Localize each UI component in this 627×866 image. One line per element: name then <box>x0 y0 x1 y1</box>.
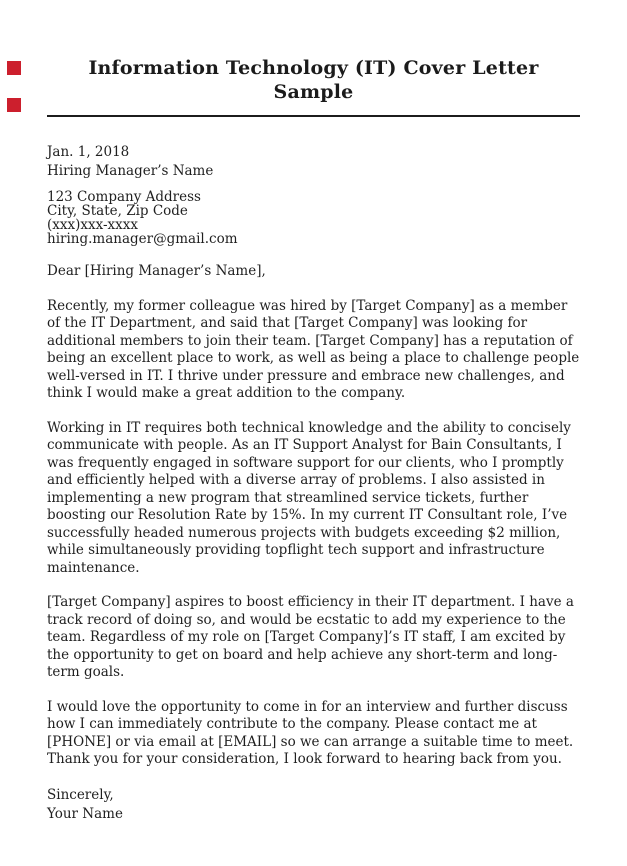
closing-block <box>47 786 580 824</box>
closing: Sincerely, <box>47 786 114 803</box>
salutation: Dear [Hiring Manager’s Name], <box>47 263 266 279</box>
document-page <box>0 56 627 866</box>
date-recipient-block <box>47 143 580 181</box>
address-line-email: hiring.manager@gmail.com <box>47 231 238 247</box>
address-line-city: City, State, Zip Code <box>47 203 188 219</box>
letter-content <box>0 56 627 824</box>
address-line-phone: (xxx)xxx-xxxx <box>47 217 138 233</box>
red-square-icon <box>7 98 21 112</box>
address-line-street: 123 Company Address <box>47 189 201 205</box>
page-title: Information Technology (IT) Cover Letter Sample <box>88 57 539 103</box>
paragraph-2: Working in IT requires both technical knowledge and the ability to concisely communicate with people. As an IT Support Analyst for Bain Consultants, I was frequently engaged in software support for our clients, who I promptly and efficiently helped with a diverse array of problems. I also assisted in implementing a new program that streamlined service tickets, further boosting our Resolution Rate by 15%. In my current IT Consultant role, I’ve successfully headed numerous projects with budgets exceeding $2 million, while simultaneously providing topflight tech support and infrastructure maintenance. <box>47 419 571 576</box>
title-divider <box>47 115 580 117</box>
paragraph-1: Recently, my former colleague was hired by [Target Company] as a member of the IT Department, and said that [Target Company] was looking for additional members to join their team. [Target Company] has a reputation of being an excellent place to work, as well as being a place to challenge people well-versed in IT. I thrive under pressure and embrace new challenges, and think I would make a great addition to the company. <box>47 297 580 401</box>
red-square-icon <box>7 61 21 75</box>
paragraph-4: I would love the opportunity to come in for an interview and further discuss how I can immediately contribute to the company. Please contact me at [PHONE] or via email at [EMAIL] so we can arrange a suitable time to meet. Thank you for your consideration, I look forward to hearing back from you. <box>47 698 574 767</box>
signature: Your Name <box>47 805 123 822</box>
address-block <box>47 190 580 246</box>
recipient-name: Hiring Manager’s Name <box>47 163 214 179</box>
paragraph-3: [Target Company] aspires to boost efficiency in their IT department. I have a track record of doing so, and would be ecstatic to add my experience to the team. Regardless of my role on [Target Company]’s IT staff, I am excited by the opportunity to get on board and help achieve any short-term and long-term goals. <box>47 594 574 680</box>
cover-letter-body <box>47 143 580 824</box>
letter-date: Jan. 1, 2018 <box>47 144 130 160</box>
